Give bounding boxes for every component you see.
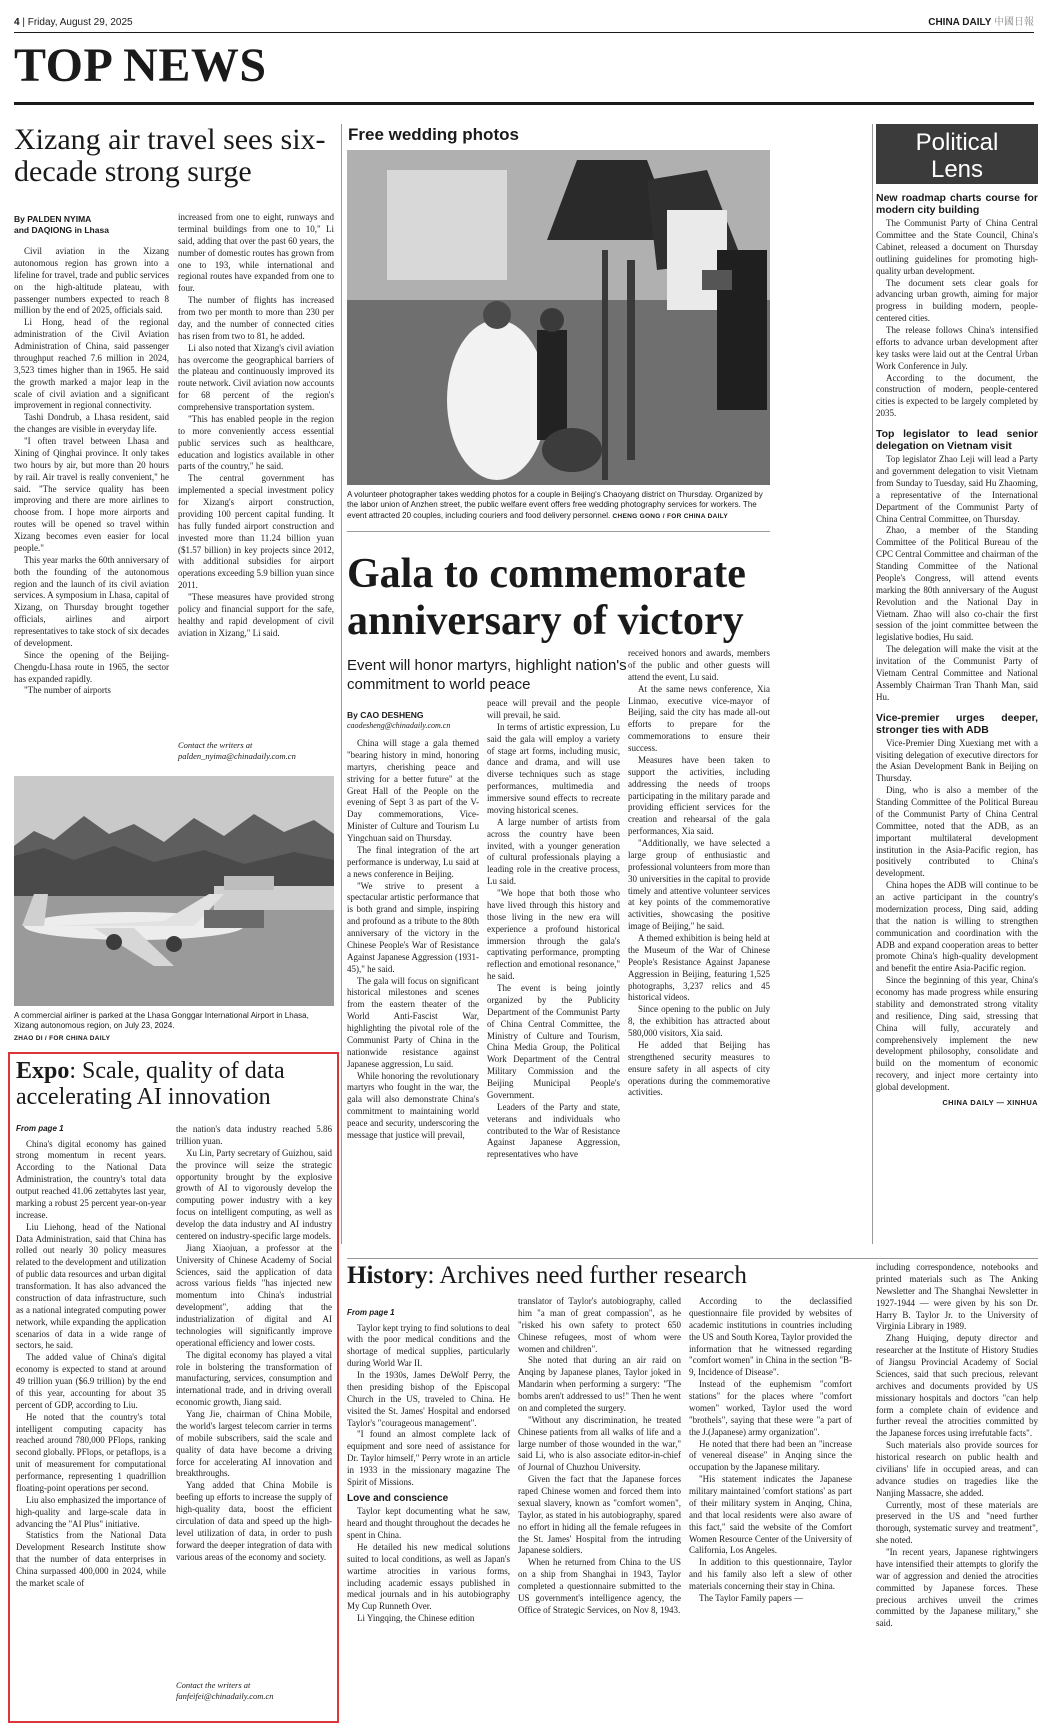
xizang-col-1 <box>14 246 169 768</box>
lens-signature: CHINA DAILY — XINHUA <box>942 1097 1038 1107</box>
history-col-1 <box>347 1308 510 1724</box>
xizang-byline: By PALDEN NYIMA and DAQIONG in Lhasa <box>14 214 109 236</box>
paragraph: At the same news conference, Xia Linmao, executive vice-mayor of Beijing, said the city has made all-out efforts to prepare for the commemorations to ensure their success. <box>628 683 770 753</box>
paragraph: including correspondence, notebooks and printed materials such as The Anking Newsletter and The Shanghai Newsletter in 1927-1944 — were given by his son Dr. Harry B. Taylor Jr. to the University of Virginia Library in 1989. <box>876 1262 1038 1332</box>
political-lens-column <box>876 190 1038 1240</box>
history-kicker: History <box>347 1262 428 1289</box>
xizang-contact-email[interactable]: palden_nyima@chinadaily.com.cn <box>178 751 296 762</box>
paragraph: Leaders of the Party and state, veterans and individuals who contributed to the War of Resistance Against Japanese Aggression, representatives who have <box>487 1101 620 1160</box>
paragraph: "We hope that both those who have lived through this history and those living in the new era will experience a profound historical immersion through the gala's captivating performance, prompting reflection and emotional resonance," he said. <box>487 888 620 982</box>
paragraph: China will stage a gala themed "bearing history in mind, honoring martyrs, cherishing peace and striving for a better future" at the Great Hall of the People on the evening of Sept 3 as part of the V-Day commemorations, Vice-Minister of Culture and Tourism Lu Yingchuan said on Thursday. <box>347 738 479 843</box>
paragraph: Measures have been taken to support the activities, including addressing the needs of troops participating in the military parade and providing efficient services for the creation and rehearsal of the gala performances, Xia said. <box>628 754 770 837</box>
paragraph: "Without any discrimination, he treated Chinese patients from all walks of life and a large number of those wounded in the war," said Li, who is also associate editor-in-chief of Journal of Chuzhou University. <box>518 1414 681 1473</box>
paragraph: In addition to this questionnaire, Taylor and his family also left a slew of other materials concerning their stay in China. <box>689 1557 852 1591</box>
paragraph: In the 1930s, James DeWolf Perry, the then presiding bishop of the Episcopal Church in the US, traveled to China. He visited the St. James' Hospital and endorsed Taylor's "courageous management". <box>347 1370 510 1428</box>
paragraph: "I often travel between Lhasa and Xining of Qinghai province. It only takes two hours by air, but more than 20 hours by rail. Air travel is really convenient," he said. "The service quality has been improving and there are more airlines to choose from. I hope more airports and routes will be opened so travel within Xizang becomes even easier for local people." <box>14 436 169 553</box>
airport-caption: A commercial airliner is parked at the Lhasa Gonggar International Airport in Lhasa, Xizang autonomous region, on July 23, 2024. <box>14 1011 309 1031</box>
section-rule <box>14 102 1034 105</box>
paragraph: The Taylor Family papers — <box>699 1592 804 1603</box>
gala-email[interactable]: caodesheng@chinadaily.com.cn <box>347 721 451 731</box>
paragraph: received honors and awards, members of the public and other guests will attend the event, Lu said. <box>628 648 770 682</box>
wedding-photo <box>347 150 770 485</box>
expo-contact: Contact the writers at fanfeifei@chinadaily.com.cn <box>176 1680 332 1702</box>
paragraph: "These measures have provided strong policy and financial support for the safe, healthy and rapid development of civil aviation in Xizang," Li said. <box>178 592 334 638</box>
lens-brief-head: New roadmap charts course for modern city building <box>876 192 1038 217</box>
paragraph: increased from one to eight, runways and terminal buildings from one to 10," Li said, adding that over the past 60 years, the number of domestic routes has grown from one to 193, while international and regional routes have expanded from one to four. <box>178 212 334 294</box>
paragraph: Li also noted that Xizang's civil aviation has overcome the geographical barriers of the plateau and continuously improved its route network. Civil aviation now accounts for 68 percent of the region's comprehensive transportation system. <box>178 342 334 412</box>
page-folio: 4 | Friday, August 29, 2025 <box>14 17 133 28</box>
paragraph: Since the beginning of this year, China's economy has made progress while ensuring stability and demonstrated strong vitality and resilience, Ding said, stressing that China will fully, accurately and comprehensively implement the new development philosophy, consolidate and build on the momentum of economic recovery, and inject more certainty into global development. <box>876 975 1038 1092</box>
paragraph: Vice-Premier Ding Xuexiang met with a visiting delegation of executive directors for the Asian Development Bank in Beijing on Thursday. <box>876 737 1038 784</box>
paragraph: Zhang Huiqing, deputy director and researcher at the Institute of History Studies of Jiangsu Provincial Academy of Social Sciences, said that such precious, relevant archives and documents provided by US missionary hospitals and doctors "can help form a complete chain of evidence and further reveal the atrocities committed by the Japanese forces using irrefutable facts". <box>876 1333 1038 1439</box>
history-headline: History: Archives need further research <box>347 1262 747 1289</box>
expo-kicker: Expo <box>16 1058 70 1084</box>
paragraph: The central government has implemented a special investment policy for Xizang's airport construction, providing 100 percent capital funding. It has fully funded airport construction and invested more than 11.24 billion yuan ($1.57 billion) in key projects since 2012, with additional subsidies for airport operations exceeding 5.9 billion yuan since 2011. <box>178 473 334 591</box>
paragraph: When he returned from China to the US on a ship from Shanghai in 1943, Taylor completed a questionnaire submitted to the US government's intelligence agency, the Office of Strategic Services, on Nov 8, 1943. <box>518 1557 681 1615</box>
airport-photo-image <box>14 776 334 1006</box>
paragraph: "Additionally, we have selected a large group of enthusiastic and professional volunteers from more than 30 universities in the capital to provide timely and attentive volunteer services at key points of the commemorative activities, showcasing the positive image of Beijing," he said. <box>628 838 770 932</box>
paragraph: Taylor kept trying to find solutions to deal with the poor medical conditions and the shortage of medical supplies, particularly during World War II. <box>347 1322 510 1369</box>
expo-col-1 <box>16 1124 166 1714</box>
paragraph: She noted that during an air raid on Anqing by Japanese planes, Taylor joked in Mandarin when performing a surgery: "The bombs aren't addressed to us!" Then he went on and completed the surgery. <box>518 1355 681 1413</box>
wedding-title: Free wedding photos <box>348 125 519 144</box>
history-from-page: From page 1 <box>347 1308 395 1317</box>
paragraph: Since opening to the public on July 8, the exhibition has attracted about 580,000 visitors, Xia said. <box>628 1004 770 1038</box>
paragraph: The document sets clear goals for advancing urban growth, aiming for major progress in building modern, people-centered cities. <box>876 277 1038 324</box>
paragraph: While honoring the revolutionary martyrs who fought in the war, the gala will also demonstrate China's commitment to maintaining world peace and security, underscoring the message that justice will prevail, <box>347 1070 479 1140</box>
history-top-rule <box>347 1258 1038 1259</box>
paragraph: "This has enabled people in the region to more conveniently access essential public services such as healthcare, education and logistics available in other parts of the country," he said. <box>178 413 334 472</box>
paragraph: Liu also emphasized the importance of high-quality and large-scale data in advancing the "AI Plus" initiative. <box>16 1494 166 1529</box>
paragraph: A large number of artists from across the country have been invited, with a younger generation of cultural professionals playing a leading role in the creative process, Lu said. <box>487 816 620 887</box>
section-title: TOP NEWS <box>14 39 267 92</box>
wedding-caption: A volunteer photographer takes wedding photos for a couple in Beijing's Chaoyang district on Thursday. Organized by the labor union of Anzhen street, the public welfare event offers free wedding photography services for workers. The event attracted 20 couples, including couriers and food delivery personnel. CHENG GONG / FOR CHINA DAILY <box>347 490 763 520</box>
paragraph: According to the declassified questionnaire file provided by websites of academic institutions in countries including the US and South Korea, Taylor provided the information that he witnessed regarding "comfort women" in China in the section "B-9, Incidence of Disease". <box>689 1296 852 1378</box>
political-lens-banner: Political Lens <box>876 124 1038 184</box>
paragraph: Yang added that China Mobile is beefing up efforts to increase the supply of high-quality data, boost the efficient circulation of data and speed up the high-level utilization of data, in order to push forward the deeper integration of data with various areas of the economy and society. <box>176 1480 332 1562</box>
history-subhead: Love and conscience <box>347 1492 449 1504</box>
paper-name-cn: 中國日報 <box>994 17 1034 28</box>
paragraph: "The number of airports <box>24 685 111 696</box>
paragraph: In terms of artistic expression, Lu said the gala will employ a variety of stage art forms, including music, dance and drama, and will use diverse techniques such as stage performances, multimedia and immersive sound effects to recreate moving historical scenes. <box>487 721 620 815</box>
expo-headline: Expo: Scale, quality of data accelerating AI innovation <box>16 1058 285 1111</box>
paragraph: Instead of the euphemism "comfort stations" for the places where "comfort women" worked, Taylor used the word "brothels", saying that these were "a part of the J.(Japanese) army organization". <box>689 1379 852 1437</box>
paragraph: Given the fact that the Japanese forces raped Chinese women and forced them into sexual slavery, known as "comfort women", Taylor, as stated in his autobiography, spared no effort in hiding all the female refugees in the St. James' Hospital from the intruding Japanese soldiers. <box>518 1474 681 1556</box>
header-rule <box>14 32 1034 33</box>
paragraph: Since the opening of the Beijing-Chengdu-Lhasa route in 1965, the sector has expanded rapidly. <box>14 649 169 684</box>
paragraph: Ding, who is also a member of the Standing Committee of the Political Bureau of the Communist Party of China Central Committee, noted that the ADB, as an important multilateral development institution in the Asia-Pacific region, has positively contributed to China's development. <box>876 785 1038 879</box>
xizang-col-2 <box>178 212 334 732</box>
airport-credit: ZHAO DI / FOR CHINA DAILY <box>14 1035 111 1042</box>
lens-divider <box>872 124 873 1244</box>
paragraph: The release follows China's intensified efforts to advance urban development after key tasks were laid out at the Central Urban Work Conference in July. <box>876 325 1038 371</box>
paragraph: The event is being jointly organized by the Publicity Department of the Communist Party of China Central Committee, the Ministry of Culture and Tourism, China Media Group, the Political Work Department of the Central Military Commission and the Beijing Municipal People's Government. <box>487 983 620 1100</box>
xizang-headline: Xizang air travel sees six-decade strong surge <box>14 123 326 189</box>
expo-col-2 <box>176 1124 332 1669</box>
lens-brief-head: Top legislator to lead senior delegation on Vietnam visit <box>876 428 1038 453</box>
paragraph: Such materials also provide sources for historical research on public health and civilians' life in occupied areas, and can advance studies on tragedies like the Nanjing Massacre, she added. <box>876 1440 1038 1498</box>
history-col-4 <box>876 1262 1038 1724</box>
history-col-2 <box>518 1296 681 1724</box>
airport-photo <box>14 776 334 1006</box>
paragraph: translator of Taylor's autobiography, called him "a man of great compassion", as he "risked his own safety to protect 650 Chinese refugees, most of whom were women and children". <box>518 1296 681 1354</box>
paragraph: The number of flights has increased from two per month to more than 230 per day, and the number of connected cities has risen from two to 81, he added. <box>178 295 334 341</box>
paragraph: Top legislator Zhao Leji will lead a Party and government delegation to visit Vietnam from Sunday to Tuesday, said Hu Zhaoming, a representative of the International Department of the Communist Party of China Central Committee, on Thursday. <box>876 454 1038 524</box>
gala-col-1 <box>347 738 479 1246</box>
paragraph: He added that Beijing has strengthened security measures to ensure safety in all aspects of city operations during the commemorative activities. <box>628 1039 770 1098</box>
paragraph: A themed exhibition is being held at the Museum of the War of Chinese People's Resistance Against Japanese Aggression in Beijing, featuring 1,525 photographs, 3,237 relics and 45 historical videos. <box>628 933 770 1003</box>
paragraph: The added value of China's digital economy is expected to stand at around 49 trillion yuan ($6.9 trillion) by the end of this year, accounting for about 35 percent of GDP, according to Liu. <box>16 1352 166 1410</box>
paragraph: Liu Liehong, head of the National Data Administration, said that China has rolled out nearly 30 policy measures related to the development and utilization of public data resources and urban digital transformation. It has also advanced the construction of data infrastructure, such as a national integrated computing power network, while expanding the application scenarios of data in a wide range of sectors, he said. <box>16 1221 166 1351</box>
gala-deck: Event will honor martyrs, highlight nation's commitment to world peace <box>347 657 627 693</box>
wedding-photo-image <box>347 150 770 485</box>
lens-brief-head: Vice-premier urges deeper, stronger ties with ADB <box>876 711 1038 736</box>
paragraph: China's digital economy has gained strong momentum in recent years. According to the National Data Administration, the country's total data output reached 41.06 zettabytes last year, marking a robust 25 percent year-on-year increase. <box>16 1138 166 1220</box>
paragraph: the nation's data industry reached 5.86 trillion yuan. <box>176 1124 332 1146</box>
paragraph: Taylor kept documenting what he saw, heard and thought throughout the decades he spent in China. <box>347 1506 510 1541</box>
wedding-credit: CHENG GONG / FOR CHINA DAILY <box>612 512 729 520</box>
paragraph: peace will prevail and the people will prevail, he said. <box>487 698 620 720</box>
paragraph: Statistics from the National Data Development Research Institute show that the number of data enterprises in China surpassed 400,000 in 2024, while the market scale of <box>16 1530 166 1588</box>
page-header <box>14 16 1034 30</box>
paper-name: CHINA DAILY 中國日報 <box>928 17 1034 28</box>
gala-byline: By CAO DESHENG <box>347 710 424 720</box>
paragraph: "In recent years, Japanese rightwingers have intensified their attempts to glorify the war of aggression and denied the atrocities committed by Japanese forces. These precious archives unveil the crimes committed by the Japanese military," she said. <box>876 1547 1038 1629</box>
paragraph: The delegation will make the visit at the invitation of the Communist Party of Vietnam Central Committee and National Assembly Chairman Tran Thanh Man, said Hu. <box>876 644 1038 702</box>
gala-byline-block <box>347 710 450 732</box>
paragraph: He noted that there had been an "increase of venereal disease" in Anqing since the occupation by the Japanese military. <box>689 1438 852 1473</box>
paragraph: "We strive to present a spectacular artistic performance that is both grand and simple, inspiring and profound as a tribute to the 80th anniversary of the victory in the Chinese People's War of Resistance Against Japanese Aggression (1931-45)," he said. <box>347 880 479 974</box>
paragraph: The final integration of the art performance is underway, Lu said at a news conference in Beijing. <box>347 844 479 879</box>
paragraph: Currently, most of these materials are preserved in the US and "need further thorough, systematic survey and treatment", she noted. <box>876 1499 1038 1546</box>
paragraph: The gala will focus on significant historical milestones and scenes from the eastern theater of the World Anti-Fascist War, highlighting the pivotal role of the Communist Party of China in the nationwide resistance against Japanese aggression, Lu said. <box>347 975 479 1069</box>
xizang-contact: Contact the writers at palden_nyima@chinadaily.com.cn <box>178 740 334 762</box>
paragraph: Tashi Dondrub, a Lhasa resident, said the changes are visible in everyday life. <box>14 412 169 435</box>
paragraph: Li Yingqing, the Chinese edition <box>357 1613 475 1624</box>
paragraph: "I found an almost complete lack of equipment and sore need of assistance for Dr. Taylor himself," Perry wrote in an article in 1933 in the missionary magazine The Spirit of Missions. <box>347 1429 510 1487</box>
paragraph: Li Hong, head of the regional administration of the Civil Aviation Administration of China, said passenger throughput reached 7.6 million in 2024, 3,523 times higher than in 1965. He said the growth marked a major leap in the scale of civil aviation and a significant improvement in regional connectivity. <box>14 317 169 411</box>
gala-top-rule <box>347 531 770 532</box>
paragraph: The digital economy has played a vital role in bolstering the transformation of manufacturing, services, consumption and international trade, and in driving overall economic growth, Jiang said. <box>176 1349 332 1408</box>
gala-col-3 <box>628 648 770 1246</box>
paragraph: Yang Jie, chairman of China Mobile, the world's largest telecom carrier in terms of mobile subscribers, said the scale and quality of data have become a driving force for accelerating AI innovation and breakthroughs. <box>176 1409 332 1479</box>
expo-contact-email[interactable]: fanfeifei@chinadaily.com.cn <box>176 1691 274 1702</box>
gala-col-2 <box>487 698 620 1246</box>
paragraph: Zhao, a member of the Standing Committee of the Political Bureau of the CPC Central Committee and chairman of the Standing Committee of the National People's Congress, will attend events marking the 80th anniversary of the August Revolution and the National Day in Vietnam. Zhao will also co-chair the first session of the joint committee between the legislative bodies, Hu said. <box>876 525 1038 643</box>
column-divider <box>341 124 342 1244</box>
expo-from-page: From page 1 <box>16 1124 64 1133</box>
paragraph: China hopes the ADB will continue to be an active participant in the country's modernization process, Ding said, adding that the nation is willing to strengthen communication and coordination with the ADB and expand cooperation areas to better promote China's high-quality development and benefit the entire Asia-Pacific region. <box>876 880 1038 974</box>
paragraph: He detailed his new medical solutions suited to local conditions, as well as Japan's wartime atrocities in various forms, including academic essays published in medical journals and in his autobiography My Cup Runneth Over. <box>347 1541 510 1612</box>
paragraph: He noted that the country's total intelligent computing capacity has reached around 780,000 PFlops, ranking second globally. PFlops, or petaflops, is a unit of measurement for computational performance, representing 1 quadrillion floating-point operations per second. <box>16 1411 166 1493</box>
paragraph: Civil aviation in the Xizang autonomous region has grown into a lifeline for travel, trade and public services on the high-altitude plateau, with passenger numbers expected to reach 8 million by the end of 2025, officials said. <box>14 246 169 316</box>
paragraph: The Communist Party of China Central Committee and the State Council, China's Cabinet, released a document on Thursday outlining guidelines for promoting high-quality urban development. <box>876 218 1038 276</box>
paragraph: "His statement indicates the Japanese military maintained 'comfort stations' as part of their military system in Anqing, China, and that local residents were also aware of this fact," said the website of the Comfort Women Resource Center of the University of California, Los Angeles. <box>689 1474 852 1556</box>
paragraph: According to the document, the construction of modern, people-centered cities is expected to be largely completed by 2035. <box>876 372 1038 419</box>
paragraph: This year marks the 60th anniversary of both the founding of the autonomous region and the launch of its civil aviation services. A symposium in Lhasa, capital of Xizang, on Thursday brought together officials, airlines and airport representatives to take stock of six decades of development. <box>14 554 169 648</box>
paragraph: Jiang Xiaojuan, a professor at the University of Chinese Academy of Social Sciences, said the application of data across various fields "has injected new momentum into China's industrial development", adding that the industrialization of digital and AI technologies will significantly improve operational efficiency and lower costs. <box>176 1242 332 1348</box>
gala-headline: Gala to commemorate anniversary of victory <box>347 551 746 645</box>
history-col-3 <box>689 1296 852 1724</box>
paragraph: Xu Lin, Party secretary of Guizhou, said the province will seize the strategic opportunity brought by the explosive growth of AI to vigorously develop the computing power industry with a key focus on intelligent computing, as well as develop the data industry and AI industry centered on industry-specific large models. <box>176 1147 332 1241</box>
